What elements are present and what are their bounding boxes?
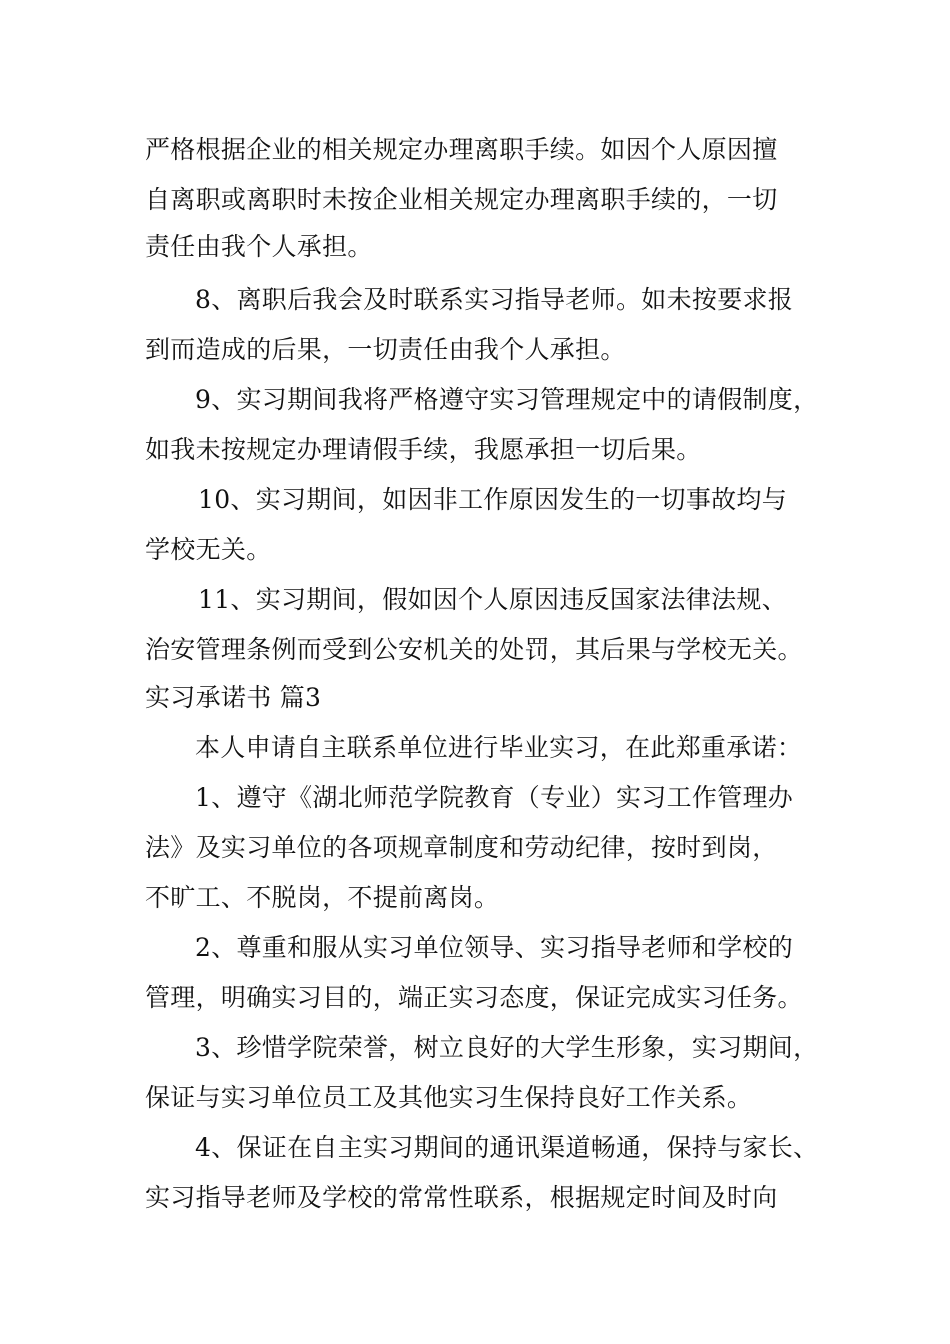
text-line: 11、实习期间，假如因个人原因违反国家法律法规、 xyxy=(198,585,788,614)
text-line: 管理，明确实习目的，端正实习态度，保证完成实习任务。 xyxy=(145,983,803,1012)
text-line: 本人申请自主联系单位进行毕业实习，在此郑重承诺： xyxy=(195,733,803,762)
text-line: 2、尊重和服从实习单位领导、实习指导老师和学校的 xyxy=(195,933,794,962)
text-line: 如我未按规定办理请假手续，我愿承担一切后果。 xyxy=(145,435,702,464)
text-line: 严格根据企业的相关规定办理离职手续。如因个人原因擅 xyxy=(145,135,778,164)
text-line: 治安管理条例而受到公安机关的处罚，其后果与学校无关。 xyxy=(145,635,803,664)
text-line: 责任由我个人承担。 xyxy=(145,232,373,261)
text-line: 实习指导老师及学校的常常性联系，根据规定时间及时向 xyxy=(145,1183,778,1212)
text-line: 10、实习期间，如因非工作原因发生的一切事故均与 xyxy=(198,485,788,514)
text-line: 学校无关。 xyxy=(145,535,272,564)
text-line: 法》及实习单位的各项规章制度和劳动纪律，按时到岗， xyxy=(145,833,778,862)
text-line: 到而造成的后果，一切责任由我个人承担。 xyxy=(145,335,626,364)
text-line: 4、保证在自主实习期间的通讯渠道畅通，保持与家长、 xyxy=(195,1133,819,1162)
text-line: 不旷工、不脱岗，不提前离岗。 xyxy=(145,883,500,912)
section-heading: 实习承诺书 篇3 xyxy=(145,683,322,712)
text-line: 9、实习期间我将严格遵守实习管理规定中的请假制度， xyxy=(195,385,819,414)
text-line: 8、离职后我会及时联系实习指导老师。如未按要求报 xyxy=(195,285,794,314)
text-line: 自离职或离职时未按企业相关规定办理离职手续的，一切 xyxy=(145,185,778,214)
text-line: 保证与实习单位员工及其他实习生保持良好工作关系。 xyxy=(145,1083,753,1112)
text-line: 1、遵守《湖北师范学院教育（专业）实习工作管理办 xyxy=(195,783,794,812)
text-line: 3、珍惜学院荣誉，树立良好的大学生形象，实习期间， xyxy=(195,1033,819,1062)
